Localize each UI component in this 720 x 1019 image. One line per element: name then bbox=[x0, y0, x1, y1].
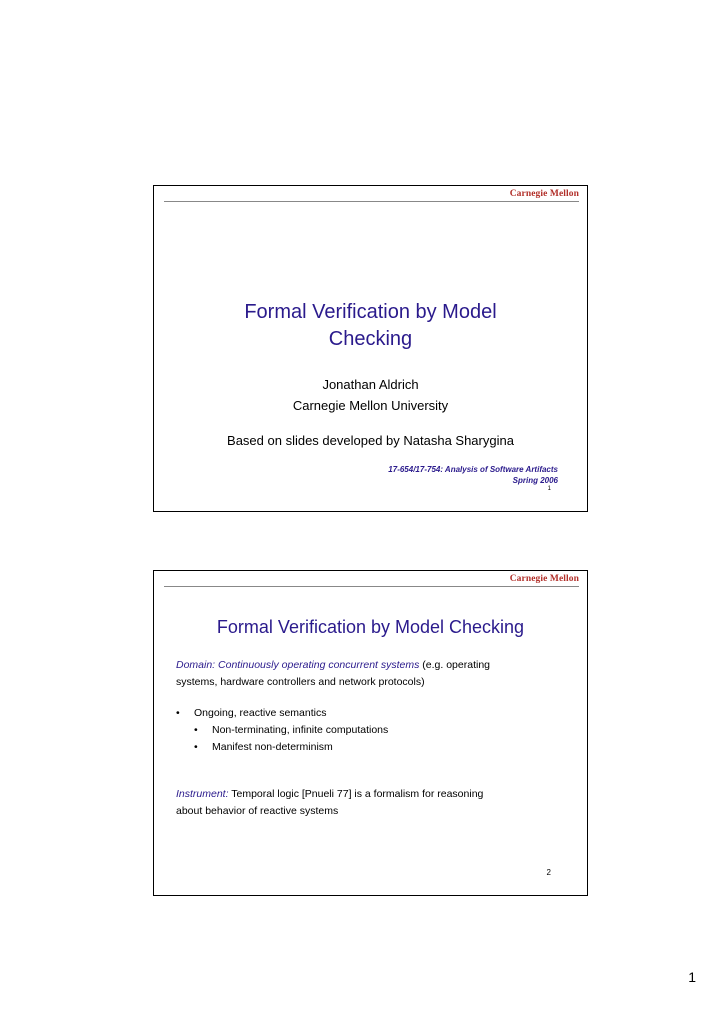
slide-2 bbox=[153, 570, 588, 896]
carnegie-mellon-logo: Carnegie Mellon bbox=[509, 574, 579, 584]
domain-text-1: (e.g. operating bbox=[419, 659, 491, 671]
course-name: 17-654/17-754: Analysis of Software Artifacts bbox=[388, 465, 558, 474]
author-affiliation: Carnegie Mellon University bbox=[292, 398, 449, 413]
slide-1 bbox=[153, 185, 588, 512]
slide-1-title bbox=[154, 299, 587, 353]
carnegie-mellon-logo: Carnegie Mellon bbox=[509, 189, 579, 199]
author-name: Jonathan Aldrich bbox=[322, 377, 419, 392]
course-term: Spring 2006 bbox=[512, 476, 558, 485]
title-line-2: Checking bbox=[328, 328, 413, 350]
slide-2-title: Formal Verification by Model Checking bbox=[216, 617, 525, 637]
author-block bbox=[154, 374, 587, 416]
list-item: • Ongoing, reactive semantics bbox=[176, 707, 327, 719]
page-number: 1 bbox=[688, 969, 696, 985]
instrument-text-1: Temporal logic [Pnueli 77] is a formalism for reasoning bbox=[228, 788, 484, 800]
list-item: • Non-terminating, infinite computations bbox=[194, 724, 389, 736]
instrument-text-2: about behavior of reactive systems bbox=[176, 805, 339, 817]
list-item: • Manifest non-determinism bbox=[194, 741, 333, 753]
title-line-1: Formal Verification by Model bbox=[244, 301, 497, 323]
instrument-paragraph bbox=[176, 786, 567, 820]
slide-number: 1 bbox=[547, 486, 551, 492]
bullet-list bbox=[176, 705, 388, 756]
slide-number: 2 bbox=[546, 868, 551, 877]
header-rule bbox=[164, 586, 579, 587]
based-on-credit: Based on slides developed by Natasha Sharygina bbox=[227, 433, 514, 448]
domain-label: Domain: Continuously operating concurrent systems bbox=[176, 659, 420, 671]
header-rule bbox=[164, 201, 579, 202]
domain-paragraph bbox=[176, 657, 567, 691]
course-info bbox=[388, 464, 558, 486]
instrument-label: Instrument: bbox=[176, 788, 229, 800]
domain-text-2: systems, hardware controllers and network protocols) bbox=[176, 676, 425, 688]
